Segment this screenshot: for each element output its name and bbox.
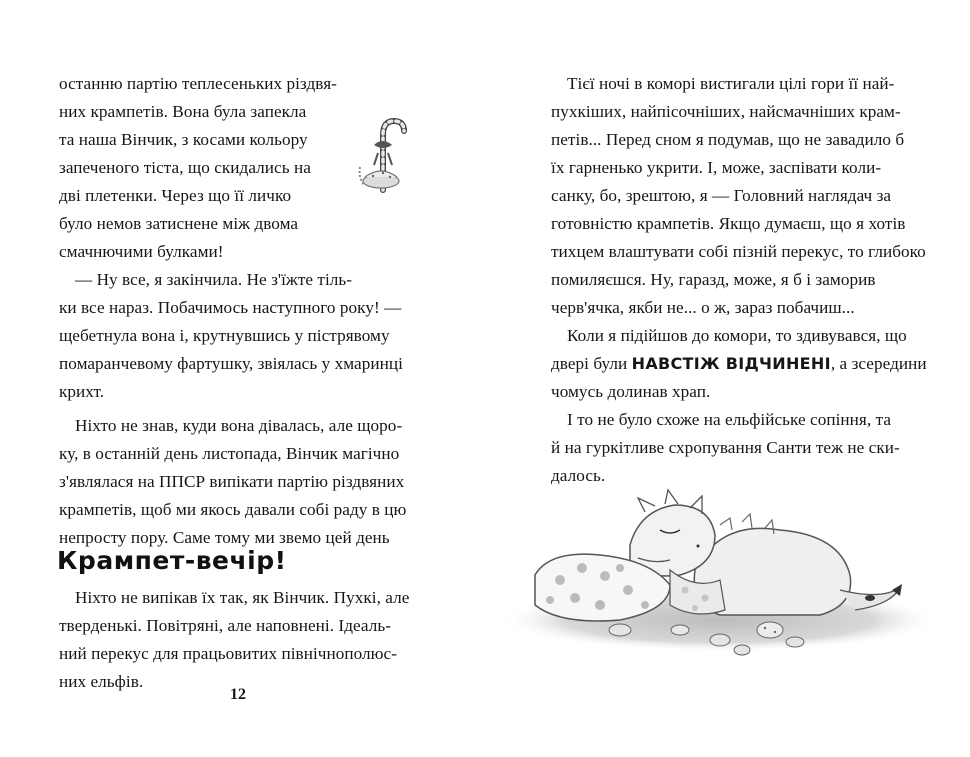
candy-cane-crumpet-illustration [356,115,416,195]
text-line: та наша Вінчик, з косами кольору [59,130,308,149]
text-line: непросту пору. Саме тому ми звемо цей день [59,528,390,547]
text-line: крихт. [59,382,105,401]
text-line: крампетів, щоб ми якось давали собі раду в цю [59,500,407,519]
text-line: запеченого тіста, що скидались на [59,158,311,177]
text-line: з'являлася на ППСР випікати партію різдвяних [59,472,405,491]
text-line: І то не було схоже на ельфійське сопіння, та [567,410,892,429]
text-line: них крампетів. Вона була запекла [59,102,307,121]
text-line: черв'ячка, якби не... о ж, зараз побачиш... [551,298,855,317]
text-line: тихцем влаштувати собі пізній перекус, то глибоко [551,242,926,261]
text-line: ний перекус для працьовитих північнополюс- [59,644,397,663]
display-text-navstizh-vidchyneni: НАВСТІЖ ВІДЧИНЕНІ [631,354,831,373]
text-line: й на гуркітливе схропування Санти теж не ски- [551,438,900,457]
text-line: далось. [551,466,606,485]
text-line: — Ну все, я закінчила. Не з'їжте тіль- [75,270,353,289]
text-line: Ніхто не випікав їх так, як Вінчик. Пухкі, але [75,588,410,607]
page-number: 12 [230,686,246,703]
text-fragment: , а зсередини [830,354,927,373]
text-line: помаранчевому фартушку, звіялась у хмаринці [59,354,403,373]
right-page [485,0,970,757]
text-line: щебетнула вона і, крутнувшись у пістрявому [59,326,390,345]
text-line: було немов затиснене між двома [59,214,299,233]
text-line: їх гарненько укрити. І, може, заспівати коли- [551,158,882,177]
text-fragment: двері були [551,354,628,373]
text-line: пухкіших, найпісочніших, найсмачніших крам- [551,102,901,121]
text-line: ку, в останній день листопада, Вінчик магічно [59,444,400,463]
text-line: готовністю крампетів. Якщо думаєш, що я хотів [551,214,906,233]
text-line: останню партію теплесеньких різдвя- [59,74,337,93]
text-line: Коли я підійшов до комори, то здивувався, що [567,326,907,345]
text-line: санку, бо, зрештою, я — Головний наглядач за [551,186,892,205]
text-line: тверденькі. Повітряні, але наповнені. Ідеаль- [59,616,391,635]
text-line: Тієї ночі в коморі вистигали цілі гори її най- [567,74,895,93]
display-heading-krampet-vechir: Крампет-вечір! [57,546,287,575]
text-line: ки все нараз. Побачимось наступного року! — [59,298,402,317]
sleeping-dragon-illustration [520,480,960,670]
text-line: дві плетенки. Через що її личко [59,186,292,205]
text-line: Ніхто не знав, куди вона дівалась, але щоро- [75,416,403,435]
text-line [551,350,927,378]
text-line: чомусь долинав храп. [551,382,711,401]
text-line: смачнючими булками! [59,242,224,261]
text-line: них ельфів. [59,672,144,691]
text-line: помиляєшся. Ну, гаразд, може, я б і заморив [551,270,876,289]
text-line: петів... Перед сном я подумав, що не завадило б [551,130,905,149]
